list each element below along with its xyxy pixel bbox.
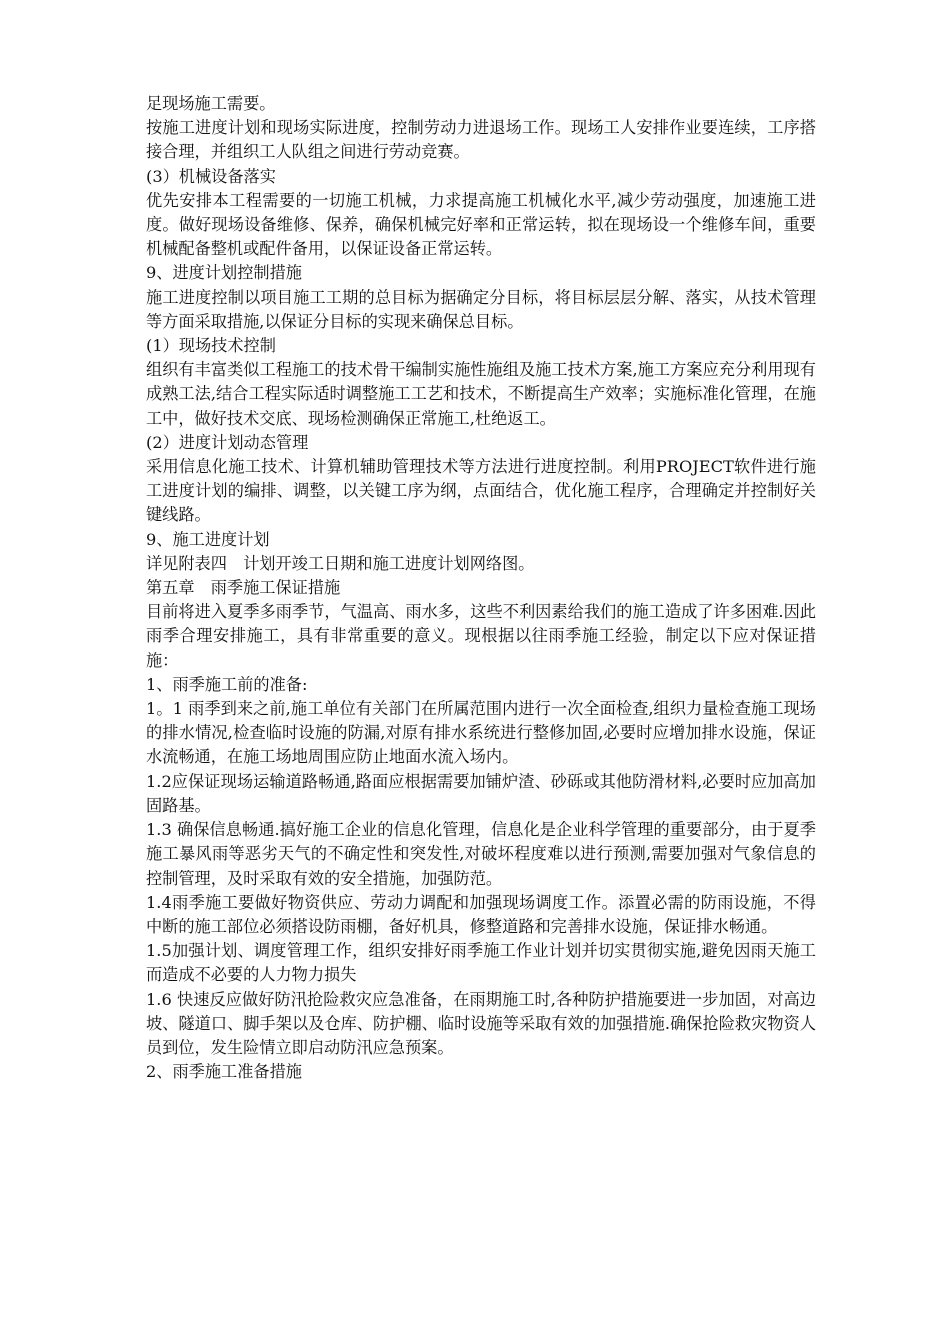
paragraph: 1.5加强计划、调度管理工作，组织安排好雨季施工作业计划并切实贯彻实施,避免因雨天施工而造成不必要的人力物力损失 [146, 941, 816, 985]
document-page [146, 92, 816, 1084]
paragraph: 施工进度控制以项目施工工期的总目标为据确定分目标，将目标层层分解、落实，从技术管理等方面采取措施,以保证分目标的实现来确保总目标。 [146, 287, 816, 331]
paragraph: 足现场施工需要。 [146, 94, 276, 113]
section-heading: (2）进度计划动态管理 [146, 432, 309, 452]
paragraph: 组织有丰富类似工程施工的技术骨干编制实施性施组及施工技术方案,施工方案应充分利用现有成熟工法,结合工程实际适时调整施工工艺和技术，不断提高生产效率；实施标准化管理，在施工中，做好技术交底、现场检测确保正常施工,杜绝返工。 [146, 360, 816, 428]
chapter-heading: 第五章 雨季施工保证措施 [146, 578, 341, 598]
paragraph: 详见附表四 计划开竣工日期和施工进度计划网络图。 [146, 553, 535, 573]
paragraph: 1.6 快速反应做好防汛抢险救灾应急准备，在雨期施工时,各种防护措施要进一步加固，对高边坡、隧道口、脚手架以及仓库、防护棚、临时设施等采取有效的加强措施.确保抢险救灾物资人员到位，发生险情立即启动防汛应急预案。 [146, 989, 816, 1057]
paragraph: 目前将进入夏季多雨季节，气温高、雨水多，这些不利因素给我们的施工造成了许多困难.因此雨季合理安排施工，具有非常重要的意义。现根据以往雨季施工经验，制定以下应对保证措施： [146, 602, 816, 670]
section-heading: 9、进度计划控制措施 [146, 263, 302, 283]
paragraph: 按施工进度计划和现场实际进度，控制劳动力进退场工作。现场工人安排作业要连续，工序搭接合理，并组织工人队组之间进行劳动竞赛。 [146, 118, 816, 162]
paragraph: 优先安排本工程需要的一切施工机械，力求提高施工机械化水平,减少劳动强度，加速施工进度。做好现场设备维修、保养，确保机械完好率和正常运转，拟在现场设一个维修车间，重要机械配备整机或配件备用，以保证设备正常运转。 [146, 190, 816, 259]
paragraph: 1.2应保证现场运输道路畅通,路面应根据需要加铺炉渣、砂砾或其他防滑材料,必要时应加高加固路基。 [146, 771, 816, 815]
section-heading: 9、施工进度计划 [146, 529, 270, 549]
section-heading: 1、雨季施工前的准备: [146, 674, 308, 694]
paragraph: 采用信息化施工技术、计算机辅助管理技术等方法进行进度控制。利用PROJECT软件进行施工进度计划的编排、调整，以关键工序为纲，点面结合，优化施工程序，合理确定并控制好关键线路。 [146, 457, 816, 525]
section-heading: (3）机械设备落实 [146, 166, 276, 186]
section-heading: (1）现场技术控制 [146, 336, 276, 356]
paragraph: 1.4雨季施工要做好物资供应、劳动力调配和加强现场调度工作。添置必需的防雨设施，不得中断的施工部位必须搭设防雨棚，备好机具，修整道路和完善排水设施，保证排水畅通。 [146, 892, 816, 936]
paragraph: 1.3 确保信息畅通.搞好施工企业的信息化管理，信息化是企业科学管理的重要部分，由于夏季施工暴风雨等恶劣天气的不确定性和突发性,对破坏程度难以进行预测,需要加强对气象信息的控制管理，及时采取有效的安全措施，加强防范。 [146, 820, 816, 888]
section-heading: 2、雨季施工准备措施 [146, 1062, 302, 1082]
paragraph: 1。1 雨季到来之前,施工单位有关部门在所属范围内进行一次全面检查,组织力量检查施工现场的排水情况,检查临时设施的防漏,对原有排水系统进行整修加固,必要时应增加排水设施，保证水流畅通，在施工场地周围应防止地面水流入场内。 [146, 699, 816, 767]
